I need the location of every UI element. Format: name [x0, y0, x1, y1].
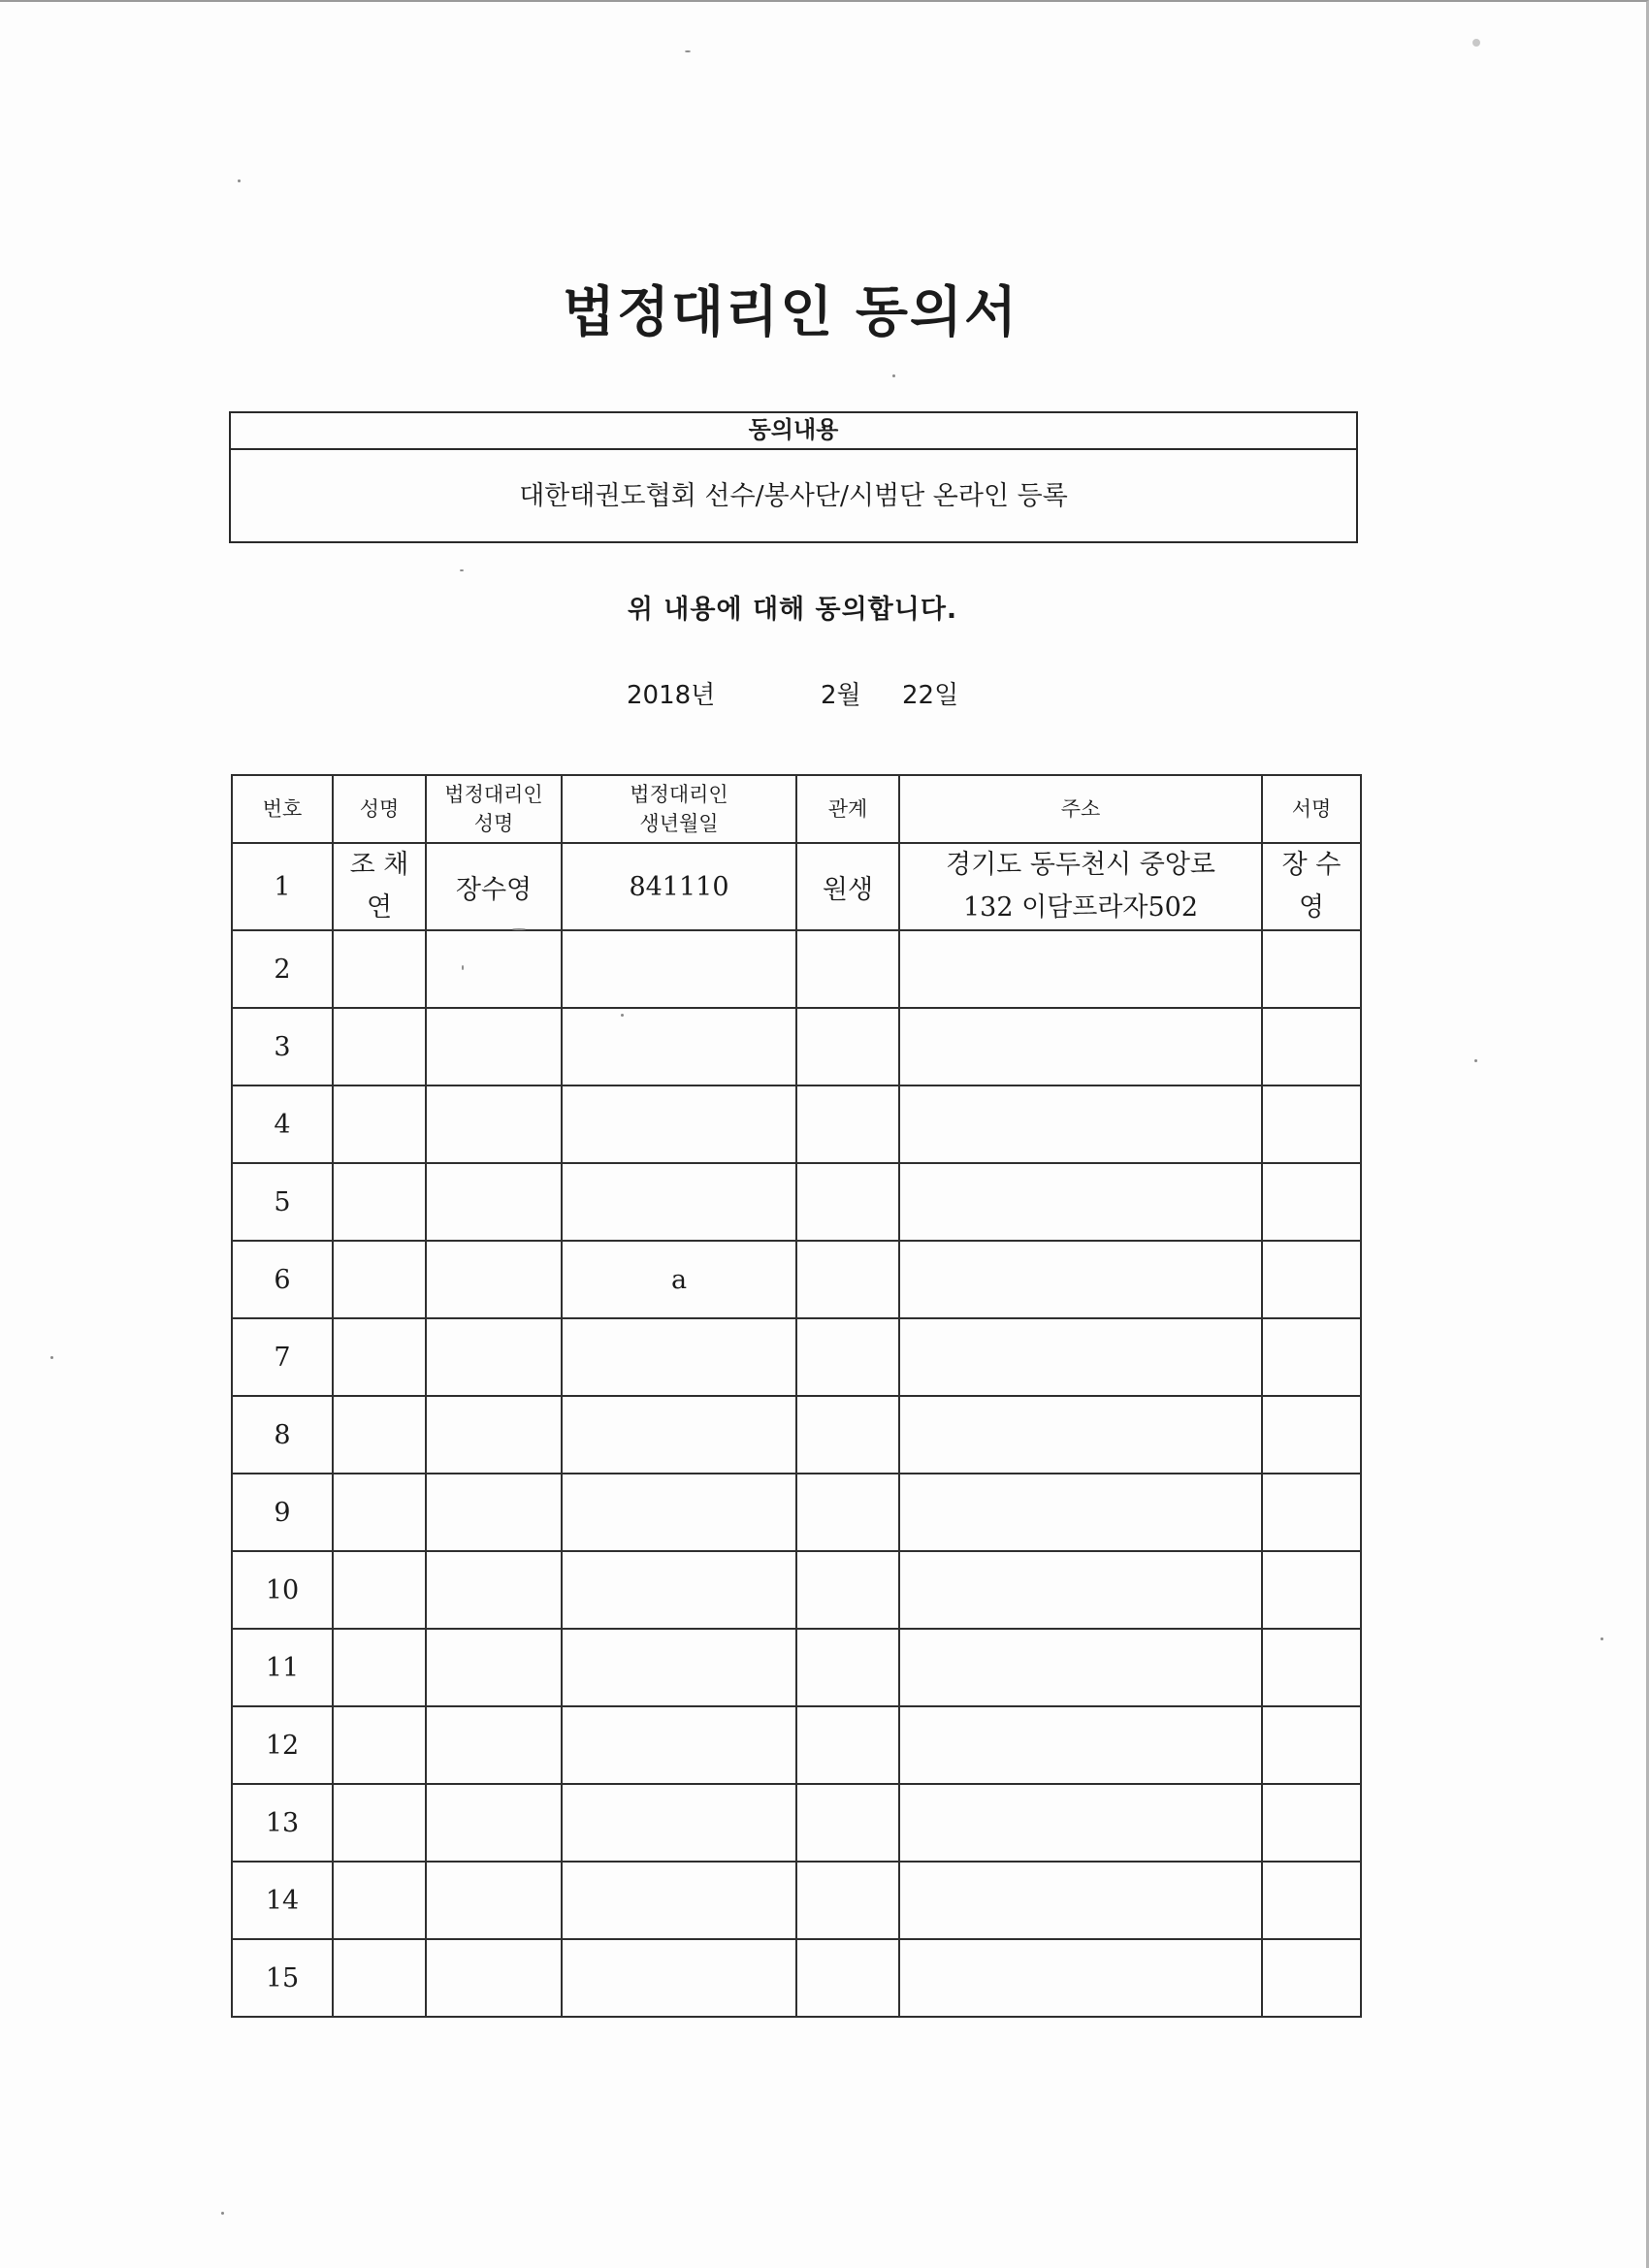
consent-box — [229, 411, 1358, 543]
scan-speck — [221, 2212, 224, 2215]
cell-no: 8 — [232, 1396, 333, 1474]
cell-guardian-birth — [562, 1629, 796, 1706]
table-row — [232, 1784, 1361, 1862]
guardian-table — [231, 774, 1362, 2018]
table-row — [232, 1474, 1361, 1551]
header-guardian-name: 법정대리인 성명 — [426, 775, 562, 843]
header-no: 번호 — [232, 775, 333, 843]
cell-no: 4 — [232, 1085, 333, 1163]
cell-signature — [1262, 1939, 1361, 2017]
cell-relation — [796, 1862, 899, 1939]
cell-name: 조 채 연 — [333, 843, 426, 930]
agree-statement: 위 내용에 대해 동의합니다. — [627, 595, 958, 625]
cell-signature — [1262, 1085, 1361, 1163]
cell-signature — [1262, 930, 1361, 1008]
cell-guardian-birth — [562, 1474, 796, 1551]
date-year: 2018년 — [627, 681, 716, 710]
consent-content: 대한태권도협회 선수/봉사단/시범단 온라인 등록 — [519, 481, 1068, 511]
scan-speck — [892, 374, 895, 377]
date-day: 22일 — [902, 681, 959, 710]
cell-guardian-birth — [562, 1939, 796, 2017]
cell-guardian-name — [426, 1939, 562, 2017]
cell-address: 경기도 동두천시 중앙로 132 이담프라자502 — [899, 843, 1262, 930]
cell-no: 15 — [232, 1939, 333, 2017]
cell-guardian-birth — [562, 1706, 796, 1784]
cell-address — [899, 1396, 1262, 1474]
cell-relation — [796, 1008, 899, 1085]
cell-name — [333, 1163, 426, 1241]
cell-relation — [796, 1939, 899, 2017]
cell-relation: 원생 — [796, 843, 899, 930]
cell-signature — [1262, 1163, 1361, 1241]
cell-no: 2 — [232, 930, 333, 1008]
cell-address — [899, 1706, 1262, 1784]
cell-guardian-name — [426, 1862, 562, 1939]
cell-no: 9 — [232, 1474, 333, 1551]
cell-no: 12 — [232, 1706, 333, 1784]
cell-guardian-birth: a — [562, 1241, 796, 1318]
cell-signature — [1262, 1008, 1361, 1085]
table-header-row — [232, 775, 1361, 843]
cell-no: 7 — [232, 1318, 333, 1396]
cell-guardian-name — [426, 1706, 562, 1784]
cell-address — [899, 1784, 1262, 1862]
cell-signature: 장 수 영 — [1262, 843, 1361, 930]
cell-relation — [796, 1784, 899, 1862]
cell-guardian-birth: 841110 — [562, 843, 796, 930]
cell-guardian-birth — [562, 1163, 796, 1241]
table-row — [232, 1629, 1361, 1706]
cell-name — [333, 1241, 426, 1318]
scan-speck — [1474, 1059, 1477, 1062]
cell-signature — [1262, 1862, 1361, 1939]
cell-guardian-birth — [562, 1318, 796, 1396]
table-row — [232, 843, 1361, 930]
document-title: 법정대리인 동의서 — [562, 280, 1019, 344]
cell-guardian-name — [426, 1318, 562, 1396]
scan-speck — [462, 965, 464, 970]
scan-speck — [1472, 39, 1480, 47]
cell-name — [333, 1396, 426, 1474]
cell-name — [333, 1551, 426, 1629]
cell-guardian-name — [426, 930, 562, 1008]
cell-name — [333, 1318, 426, 1396]
cell-relation — [796, 1474, 899, 1551]
cell-signature — [1262, 1474, 1361, 1551]
cell-name — [333, 1629, 426, 1706]
table-row — [232, 1706, 1361, 1784]
cell-name — [333, 1706, 426, 1784]
cell-guardian-birth — [562, 1551, 796, 1629]
cell-signature — [1262, 1318, 1361, 1396]
cell-name — [333, 1008, 426, 1085]
date-month: 2월 — [821, 681, 861, 710]
cell-guardian-name — [426, 1474, 562, 1551]
cell-address — [899, 1085, 1262, 1163]
consent-header: 동의내용 — [231, 413, 1356, 450]
cell-guardian-birth — [562, 1396, 796, 1474]
scan-speck — [460, 569, 464, 571]
table-row — [232, 930, 1361, 1008]
cell-relation — [796, 1396, 899, 1474]
header-name: 성명 — [333, 775, 426, 843]
cell-signature — [1262, 1629, 1361, 1706]
table-row — [232, 1396, 1361, 1474]
table-row — [232, 1318, 1361, 1396]
cell-signature — [1262, 1784, 1361, 1862]
scan-speck — [685, 50, 691, 52]
scan-speck — [1600, 1637, 1603, 1640]
cell-relation — [796, 1085, 899, 1163]
cell-guardian-name — [426, 1784, 562, 1862]
cell-guardian-name — [426, 1241, 562, 1318]
cell-no: 5 — [232, 1163, 333, 1241]
cell-guardian-name — [426, 1008, 562, 1085]
table-row — [232, 1008, 1361, 1085]
cell-guardian-birth — [562, 1085, 796, 1163]
cell-guardian-name — [426, 1163, 562, 1241]
cell-relation — [796, 930, 899, 1008]
cell-relation — [796, 1163, 899, 1241]
scan-speck — [238, 179, 241, 182]
cell-relation — [796, 1706, 899, 1784]
cell-guardian-name — [426, 1629, 562, 1706]
header-relation: 관계 — [796, 775, 899, 843]
header-guardian-birth: 법정대리인 생년월일 — [562, 775, 796, 843]
cell-name — [333, 1862, 426, 1939]
table-row — [232, 1085, 1361, 1163]
header-signature: 서명 — [1262, 775, 1361, 843]
cell-relation — [796, 1318, 899, 1396]
cell-no: 3 — [232, 1008, 333, 1085]
cell-guardian-birth — [562, 1784, 796, 1862]
cell-address — [899, 1241, 1262, 1318]
cell-address — [899, 1629, 1262, 1706]
cell-name — [333, 1085, 426, 1163]
cell-name — [333, 930, 426, 1008]
cell-signature — [1262, 1706, 1361, 1784]
scan-speck — [621, 1014, 624, 1017]
cell-address — [899, 1474, 1262, 1551]
table-row — [232, 1163, 1361, 1241]
cell-no: 6 — [232, 1241, 333, 1318]
cell-relation — [796, 1629, 899, 1706]
cell-guardian-birth — [562, 1008, 796, 1085]
cell-name — [333, 1474, 426, 1551]
cell-guardian-name — [426, 1396, 562, 1474]
cell-address — [899, 1008, 1262, 1085]
cell-no: 11 — [232, 1629, 333, 1706]
table-row — [232, 1551, 1361, 1629]
table-row — [232, 1939, 1361, 2017]
cell-address — [899, 1163, 1262, 1241]
cell-guardian-name: 장수영 — [426, 843, 562, 930]
cell-guardian-name — [426, 1085, 562, 1163]
scan-speck — [50, 1356, 53, 1359]
cell-address — [899, 1862, 1262, 1939]
table-row — [232, 1862, 1361, 1939]
cell-address — [899, 930, 1262, 1008]
cell-address — [899, 1318, 1262, 1396]
cell-signature — [1262, 1551, 1361, 1629]
cell-address — [899, 1551, 1262, 1629]
cell-no: 14 — [232, 1862, 333, 1939]
cell-name — [333, 1784, 426, 1862]
cell-no: 1 — [232, 843, 333, 930]
cell-signature — [1262, 1241, 1361, 1318]
cell-name — [333, 1939, 426, 2017]
cell-address — [899, 1939, 1262, 2017]
cell-relation — [796, 1241, 899, 1318]
table-row — [232, 1241, 1361, 1318]
cell-relation — [796, 1551, 899, 1629]
cell-no: 10 — [232, 1551, 333, 1629]
cell-guardian-name — [426, 1551, 562, 1629]
cell-guardian-birth — [562, 930, 796, 1008]
header-address: 주소 — [899, 775, 1262, 843]
cell-no: 13 — [232, 1784, 333, 1862]
scan-speck — [512, 928, 526, 930]
cell-signature — [1262, 1396, 1361, 1474]
cell-guardian-birth — [562, 1862, 796, 1939]
